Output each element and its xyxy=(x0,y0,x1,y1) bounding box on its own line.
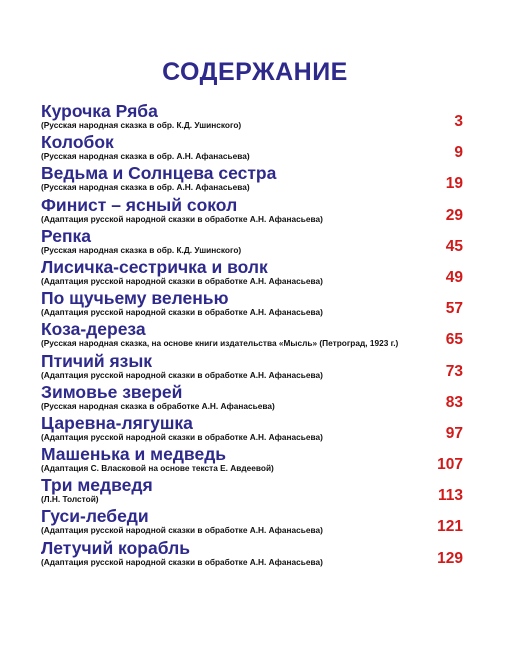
toc-entry[interactable] xyxy=(41,351,469,382)
toc-entry-page-number: 113 xyxy=(437,487,463,505)
toc-entry[interactable] xyxy=(41,288,469,319)
toc-entry-subtitle: (Русская народная сказка в обр. А.Н. Афанасьева) xyxy=(41,182,250,193)
toc-entry-subtitle: (Адаптация русской народной сказки в обработке А.Н. Афанасьева) xyxy=(41,431,323,442)
toc-entry-title: Колобок xyxy=(41,132,114,153)
toc-entry[interactable] xyxy=(41,226,469,257)
toc-entry-page-number: 65 xyxy=(445,331,463,349)
toc-entry-title: По щучьему веленью xyxy=(41,288,229,309)
toc-entry-title: Репка xyxy=(41,225,92,246)
toc-entry-subtitle: (Русская народная сказка, на основе книги издательства «Мысль» (Петроград, 1923 г.) xyxy=(41,338,399,349)
toc-entry-page-number: 45 xyxy=(445,237,463,255)
toc-entry-page-number: 73 xyxy=(445,362,463,380)
toc-entry-title: Курочка Ряба xyxy=(41,101,158,121)
toc-entry-title: Птичий язык xyxy=(41,350,153,371)
toc-entry-subtitle: (Русская народная сказка в обр. К.Д. Ушинского) xyxy=(41,244,242,255)
toc-entry-title: Ведьма и Солнцева сестра xyxy=(41,163,277,184)
toc-entry-page-number: 83 xyxy=(445,393,463,411)
toc-entry-subtitle: (Адаптация русской народной сказки в обработке А.Н. Афанасьева) xyxy=(41,213,323,224)
toc-entry-page-number: 107 xyxy=(437,456,463,474)
toc-entry-subtitle: (Адаптация русской народной сказки в обработке А.Н. Афанасьева) xyxy=(41,525,323,536)
toc-entry-page-number: 57 xyxy=(445,300,463,318)
toc-entry[interactable] xyxy=(41,163,469,194)
toc-entry-subtitle: (Русская народная сказка в обр. А.Н. Афанасьева) xyxy=(41,151,250,162)
toc-entry-subtitle: (Адаптация русской народной сказки в обработке А.Н. Афанасьева) xyxy=(41,556,323,567)
toc-entry-page-number: 121 xyxy=(437,518,463,536)
toc-entry-subtitle: (Адаптация русской народной сказки в обработке А.Н. Афанасьева) xyxy=(41,369,323,380)
toc-entry-page-number: 9 xyxy=(454,144,463,162)
toc-entry[interactable] xyxy=(41,538,469,569)
toc-entry-title: Коза-дереза xyxy=(41,319,146,340)
toc-entry-page-number: 97 xyxy=(445,424,463,442)
page-title: СОДЕРЖАНИЕ xyxy=(162,58,348,86)
toc-entry-subtitle: (Адаптация русской народной сказки в обработке А.Н. Афанасьева) xyxy=(41,307,323,318)
toc-entry-subtitle: (Л.Н. Толстой) xyxy=(41,494,99,505)
toc-entry-page-number: 19 xyxy=(445,175,463,193)
toc-entry[interactable] xyxy=(41,195,469,226)
toc-entry[interactable] xyxy=(41,506,469,537)
toc-entry-title: Гуси-лебеди xyxy=(41,506,149,527)
toc-entry[interactable] xyxy=(41,413,469,444)
toc-entry[interactable] xyxy=(41,444,469,475)
toc-entry-title: Летучий корабль xyxy=(41,537,190,558)
toc-entry[interactable] xyxy=(41,257,469,288)
toc-entry-subtitle: (Русская народная сказка в обр. К.Д. Ушинского) xyxy=(41,120,242,130)
toc-entry-title: Финист – ясный сокол xyxy=(41,194,238,215)
toc-entry-title: Три медведя xyxy=(41,475,153,496)
toc-entry-page-number: 29 xyxy=(445,206,463,224)
toc-entry-subtitle: (Адаптация С. Власковой на основе текста Е. Авдеевой) xyxy=(41,463,274,474)
toc-entry-title: Лисичка-сестричка и волк xyxy=(41,256,268,277)
table-of-contents xyxy=(41,101,469,569)
toc-entry[interactable] xyxy=(41,475,469,506)
toc-entry-title: Машенька и медведь xyxy=(41,444,227,465)
toc-entry-title: Зимовье зверей xyxy=(41,381,183,402)
toc-entry[interactable] xyxy=(41,132,469,163)
toc-entry-subtitle: (Русская народная сказка в обработке А.Н. Афанасьева) xyxy=(41,400,275,411)
toc-entry-page-number: 49 xyxy=(445,268,463,286)
toc-entry[interactable] xyxy=(41,319,469,350)
toc-entry[interactable] xyxy=(41,382,469,413)
toc-entry-subtitle: (Адаптация русской народной сказки в обработке А.Н. Афанасьева) xyxy=(41,275,323,286)
toc-entry[interactable] xyxy=(41,101,469,132)
toc-entry-page-number: 3 xyxy=(454,113,463,130)
toc-entry-page-number: 129 xyxy=(437,549,463,567)
toc-entry-title: Царевна-лягушка xyxy=(41,412,193,433)
